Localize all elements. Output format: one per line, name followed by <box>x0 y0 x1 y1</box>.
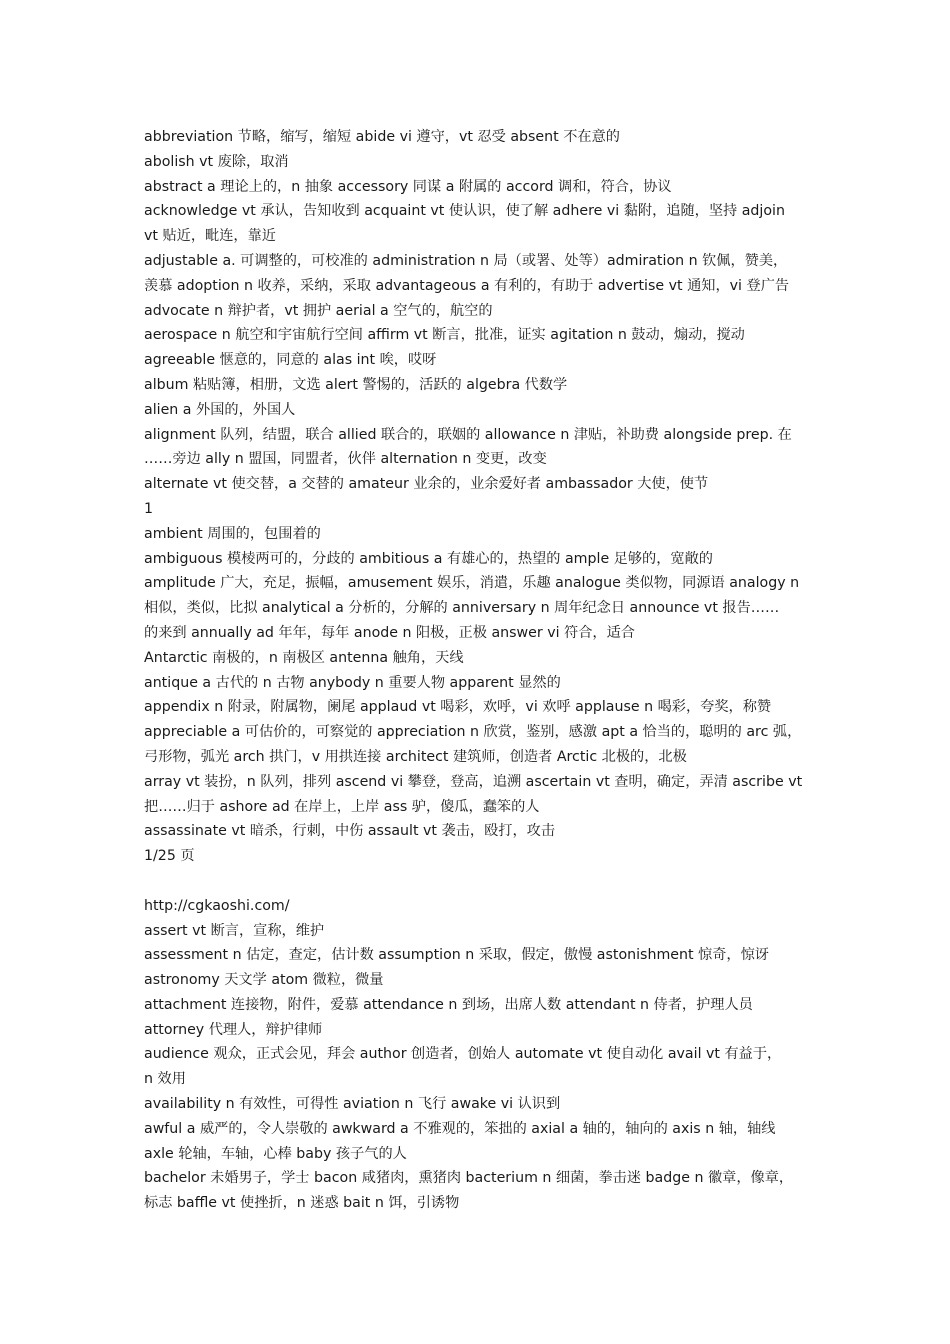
text-line: antique a 古代的 n 古物 anybody n 重要人物 apparent 显然的 <box>144 674 561 691</box>
text-line: audience 观众，正式会见，拜会 author 创造者，创始人 automate vt 使自动化 avail vt 有益于， <box>144 1046 782 1063</box>
text-line: 1/25 页 <box>144 848 195 865</box>
text-line: Antarctic 南极的，n 南极区 antenna 触角，天线 <box>144 649 464 666</box>
text-line: 相似，类似，比拟 analytical a 分析的，分解的 anniversary n 周年纪念日 announce vt 报告…… <box>144 600 780 617</box>
text-line: 弓形物，弧光 arch 拱门，v 用拱连接 architect 建筑师，创造者 Arctic 北极的，北极 <box>144 748 687 765</box>
text-line: abbreviation 节略，缩写，缩短 abide vi 遵守，vt 忍受 absent 不在意的 <box>144 129 620 145</box>
text-line: 1 <box>144 500 154 517</box>
text-line: alternate vt 使交替，a 交替的 amateur 业余的，业余爱好者 ambassador 大使，使节 <box>144 476 709 493</box>
text-line: agreeable 惬意的，同意的 alas int 唉，哎呀 <box>144 352 437 369</box>
text-line: 羡慕 adoption n 收养，采纳，采取 advantageous a 有利的，有助于 advertise vt 通知，vi 登广告 <box>144 277 790 294</box>
text-line: appreciable a 可估价的，可察觉的 appreciation n 欣赏，鉴别，感激 apt a 恰当的，聪明的 arc 弧， <box>144 724 802 741</box>
text-line: 的来到 annually ad 年年，每年 anode n 阳极，正极 answer vi 符合，适合 <box>144 624 635 641</box>
text-line: alien a 外国的，外国人 <box>144 401 296 418</box>
text-line: ambiguous 模棱两可的，分歧的 ambitious a 有雄心的，热望的 ample 足够的，宽敞的 <box>144 550 713 567</box>
text-line: abolish vt 废除，取消 <box>144 153 289 170</box>
text-line: album 粘贴簿，相册，文选 alert 警惕的，活跃的 algebra 代数学 <box>144 376 568 393</box>
text-line: abstract a 理论上的，n 抽象 accessory 同谋 a 附属的 accord 调和，符合，协议 <box>144 178 672 195</box>
text-line: astronomy 天文学 atom 微粒，微量 <box>144 972 384 989</box>
text-line: assassinate vt 暗杀，行刺，中伤 assault vt 袭击，殴打，攻击 <box>144 823 556 840</box>
blank-line <box>144 869 814 894</box>
text-line: adjustable a. 可调整的，可校准的 administration n 局（或署、处等）admiration n 钦佩，赞美， <box>144 252 788 269</box>
text-line: n 效用 <box>144 1071 186 1088</box>
text-line: http://cgkaoshi.com/ <box>144 897 290 914</box>
text-line: attorney 代理人，辩护律师 <box>144 1021 323 1038</box>
text-line: array vt 装扮，n 队列，排列 ascend vi 攀登，登高，追溯 ascertain vt 查明，确定，弄清 ascribe vt <box>144 773 803 790</box>
text-line: bachelor 未婚男子，学士 bacon 咸猪肉，熏猪肉 bacterium n 细菌，拳击迷 badge n 徽章，像章， <box>144 1170 794 1187</box>
text-line: awful a 威严的，令人崇敬的 awkward a 不雅观的，笨拙的 axial a 轴的，轴向的 axis n 轴，轴线 <box>144 1120 776 1137</box>
text-line: axle 轮轴，车轴，心棒 baby 孩子气的人 <box>144 1145 407 1162</box>
text-line: amplitude 广大，充足，振幅，amusement 娱乐，消遣，乐趣 analogue 类似物，同源语 analogy n <box>144 575 800 592</box>
text-line: attachment 连接物，附件，爱慕 attendance n 到场，出席人数 attendant n 侍者，护理人员 <box>144 996 753 1013</box>
text-line: assert vt 断言，宣称，维护 <box>144 922 325 939</box>
text-line: aerospace n 航空和宇宙航行空间 affirm vt 断言，批准，证实 agitation n 鼓动，煽动，搅动 <box>144 327 745 344</box>
text-line: vt 贴近，毗连，靠近 <box>144 228 276 245</box>
text-line: advocate n 辩护者，vt 拥护 aerial a 空气的，航空的 <box>144 302 493 319</box>
text-line: acknowledge vt 承认，告知收到 acquaint vt 使认识，使了解 adhere vi 黏附，追随，坚持 adjoin <box>144 203 785 220</box>
text-line: availability n 有效性，可得性 aviation n 飞行 awake vi 认识到 <box>144 1096 561 1113</box>
text-line: 把……归于 ashore ad 在岸上，上岸 ass 驴，傻瓜，蠢笨的人 <box>144 798 540 815</box>
text-line: alignment 队列，结盟，联合 allied 联合的，联姻的 allowance n 津贴，补助费 alongside prep. 在 <box>144 426 792 443</box>
text-line: 标志 baffle vt 使挫折，n 迷惑 bait n 饵，引诱物 <box>144 1195 460 1212</box>
text-line: appendix n 附录，附属物，阑尾 applaud vt 喝彩，欢呼，vi 欢呼 applause n 喝彩，夸奖，称赞 <box>144 699 772 716</box>
text-line: ……旁边 ally n 盟国，同盟者，伙伴 alternation n 变更，改变 <box>144 451 547 468</box>
document-page <box>144 125 814 1216</box>
text-line: assessment n 估定，查定，估计数 assumption n 采取，假定，傲慢 astonishment 惊奇，惊讶 <box>144 947 769 964</box>
text-line: ambient 周围的，包围着的 <box>144 525 321 542</box>
